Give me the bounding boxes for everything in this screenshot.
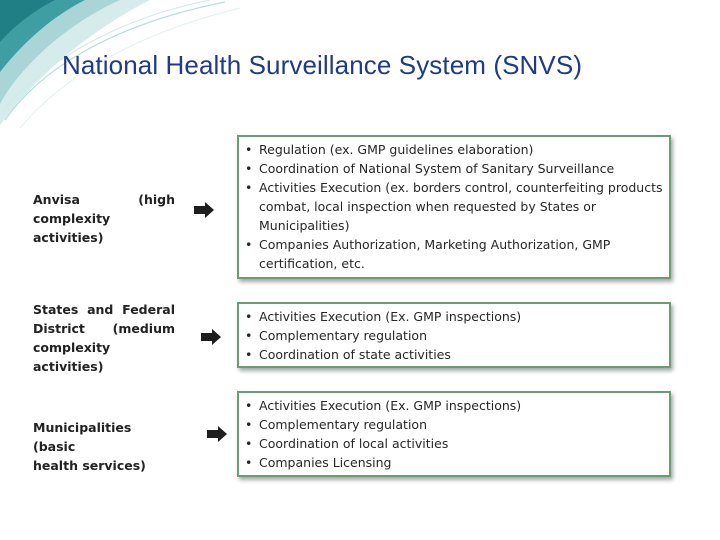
label-line: complexity activities) <box>33 340 111 374</box>
item-text: Coordination of local activities <box>259 436 449 451</box>
item-text: Coordination of state activities <box>259 347 451 362</box>
item-text: Coordination of National System of Sanitary Surveillance <box>259 161 615 176</box>
list-item <box>243 178 663 235</box>
label-line: Municipalities (basic <box>33 420 132 454</box>
item-text: Activities Execution (Ex. GMP inspections) <box>259 309 522 324</box>
list-item <box>243 307 663 326</box>
bullet-icon: • <box>245 328 253 343</box>
list-item <box>243 345 663 364</box>
bullet-icon: • <box>245 142 253 157</box>
arrow-right-icon <box>207 426 227 442</box>
bullet-icon: • <box>245 309 253 324</box>
page-title: National Health Surveillance System (SNVS) <box>62 50 583 80</box>
list-item <box>243 453 663 472</box>
label-line: District (medium <box>33 321 175 336</box>
item-text: Companies Authorization, Marketing Authorization, GMP certification, etc. <box>259 237 611 271</box>
bullet-icon: • <box>245 161 253 176</box>
activities-box-states <box>237 302 671 368</box>
item-text: Activities Execution (ex. borders control, counterfeiting products combat, local inspection when requested by States or Municipalities) <box>259 180 663 233</box>
item-text: Regulation (ex. GMP guidelines elaboration) <box>259 142 534 157</box>
list-item <box>243 396 663 415</box>
row-label-anvisa <box>33 190 175 247</box>
label-line: States and Federal <box>33 302 175 317</box>
bullet-icon: • <box>245 455 253 470</box>
activities-box-anvisa <box>237 135 671 279</box>
bullet-icon: • <box>245 417 253 432</box>
item-text: Complementary regulation <box>259 328 427 343</box>
activities-box-municipalities <box>237 391 671 477</box>
label-line: health services) <box>33 458 146 473</box>
arrow-right-icon <box>194 202 214 218</box>
row-label-municipalities <box>33 418 175 475</box>
list-item <box>243 326 663 345</box>
label-line: Anvisa (high <box>33 192 175 207</box>
item-text: Complementary regulation <box>259 417 427 432</box>
list-item <box>243 159 663 178</box>
list-item <box>243 434 663 453</box>
item-text: Activities Execution (Ex. GMP inspections) <box>259 398 522 413</box>
bullet-icon: • <box>245 180 253 195</box>
list-item <box>243 415 663 434</box>
row-label-states <box>33 300 175 376</box>
bullet-icon: • <box>245 347 253 362</box>
list-item <box>243 235 663 273</box>
label-line: complexity activities) <box>33 211 111 245</box>
list-item <box>243 140 663 159</box>
item-text: Companies Licensing <box>259 455 392 470</box>
arrow-right-icon <box>201 329 221 345</box>
bullet-icon: • <box>245 398 253 413</box>
bullet-icon: • <box>245 237 253 252</box>
bullet-icon: • <box>245 436 253 451</box>
